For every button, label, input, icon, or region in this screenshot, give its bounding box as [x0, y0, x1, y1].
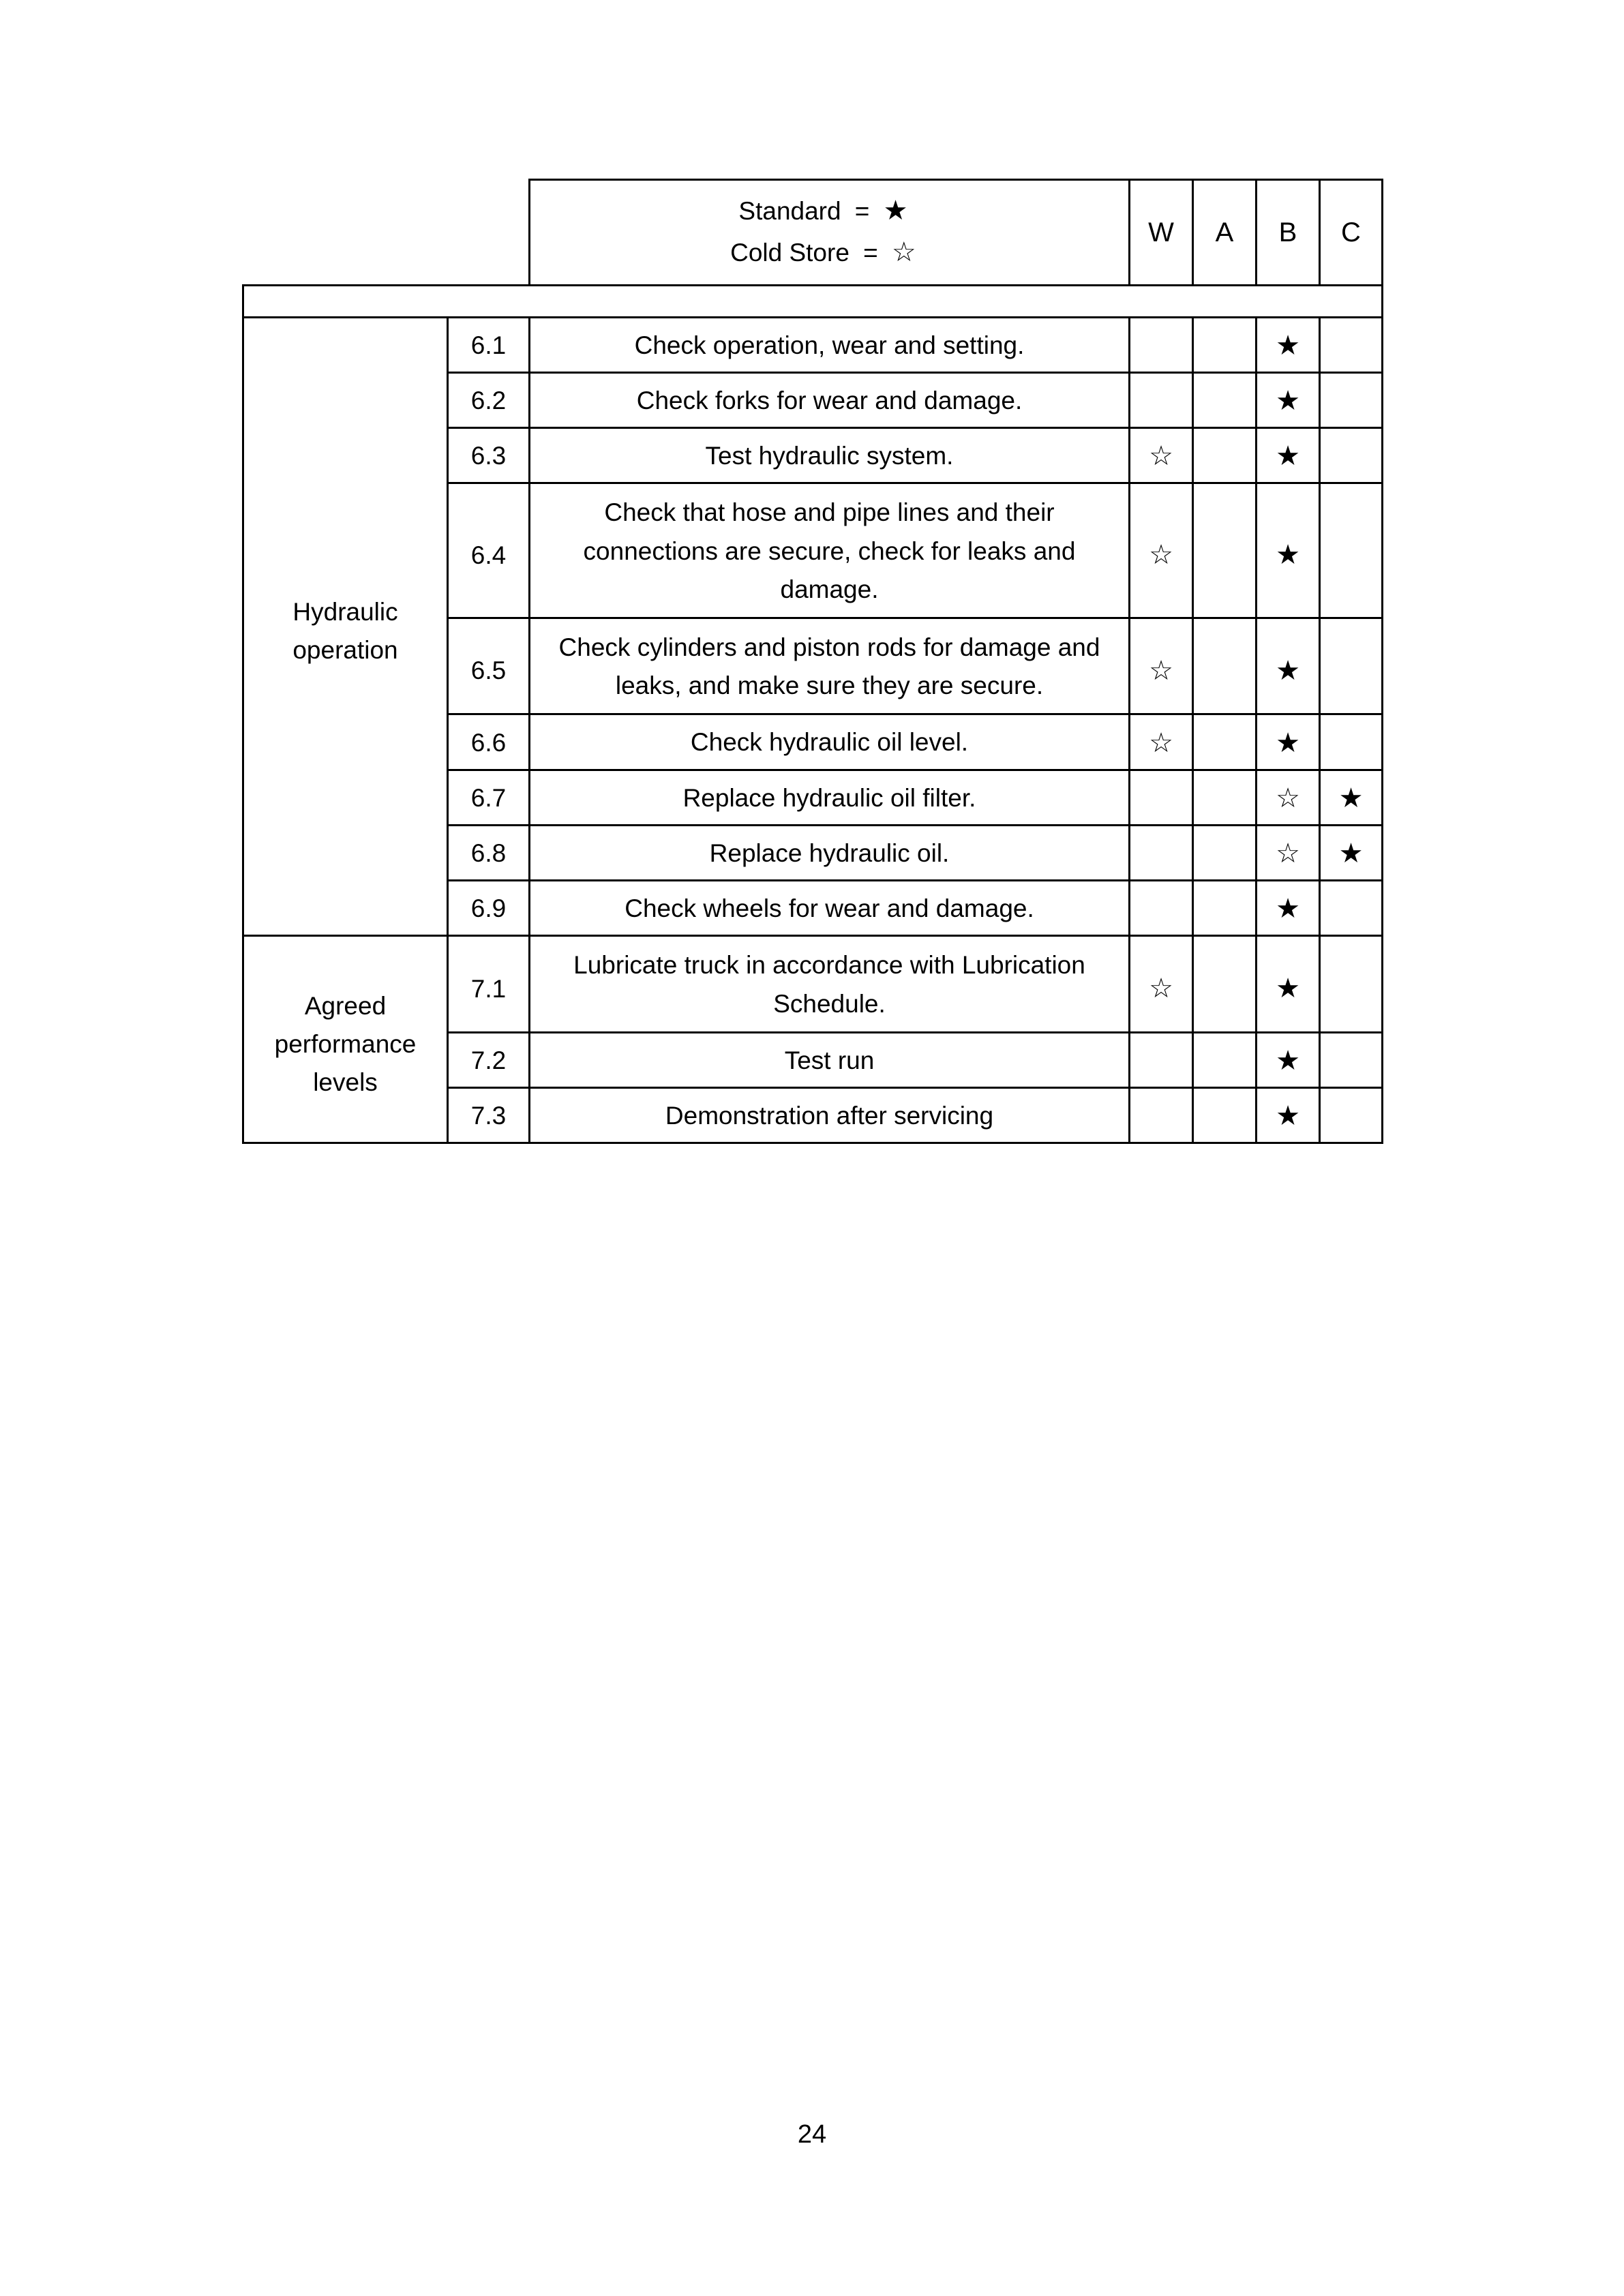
mark-cell-b: ☆ — [1257, 770, 1320, 825]
mark-cell-a — [1193, 770, 1257, 825]
row-number-cell: 6.4 — [448, 483, 530, 618]
row-number-cell: 6.2 — [448, 372, 530, 427]
row-number-cell: 7.2 — [448, 1032, 530, 1087]
mark-cell-w — [1130, 317, 1193, 372]
mark-cell-c — [1320, 428, 1383, 483]
task-cell: Replace hydraulic oil filter. — [530, 770, 1130, 825]
page-number: 24 — [797, 2120, 827, 2149]
mark-cell-a — [1193, 317, 1257, 372]
mark-cell-w — [1130, 881, 1193, 936]
mark-cell-b: ★ — [1257, 1088, 1320, 1143]
mark-cell-c — [1320, 881, 1383, 936]
mark-cell-a — [1193, 1032, 1257, 1087]
spacer-row — [243, 285, 1383, 317]
table-row — [243, 317, 1383, 372]
table-body — [243, 180, 1383, 1143]
filled-star-icon: ★ — [883, 196, 908, 226]
task-cell: Demonstration after servicing — [530, 1088, 1130, 1143]
mark-cell-c — [1320, 372, 1383, 427]
spacer-cell — [243, 285, 1383, 317]
row-number-cell: 6.6 — [448, 714, 530, 770]
mark-cell-b: ★ — [1257, 1032, 1320, 1087]
mark-cell-w — [1130, 1088, 1193, 1143]
mark-cell-a — [1193, 714, 1257, 770]
row-number-cell: 7.1 — [448, 936, 530, 1032]
mark-cell-a — [1193, 372, 1257, 427]
mark-cell-a — [1193, 1088, 1257, 1143]
row-number-cell: 6.8 — [448, 825, 530, 880]
category-cell: Hydraulic operation — [243, 317, 448, 936]
mark-cell-w: ☆ — [1130, 936, 1193, 1032]
mark-cell-c — [1320, 483, 1383, 618]
legend-cell — [530, 180, 1130, 286]
table-header-row — [243, 180, 1383, 286]
mark-cell-b: ★ — [1257, 618, 1320, 714]
mark-cell-w — [1130, 770, 1193, 825]
task-cell: Check hydraulic oil level. — [530, 714, 1130, 770]
mark-cell-a — [1193, 428, 1257, 483]
legend-cold-store-line — [530, 232, 1128, 273]
task-cell: Replace hydraulic oil. — [530, 825, 1130, 880]
table-row — [243, 936, 1383, 1032]
service-schedule-table-wrapper — [242, 179, 1381, 1144]
task-cell: Check that hose and pipe lines and their connections are secure, check for leaks and damage. — [530, 483, 1130, 618]
mark-cell-w: ☆ — [1130, 618, 1193, 714]
mark-cell-w — [1130, 372, 1193, 427]
legend-standard-equals: = — [854, 197, 870, 225]
service-schedule-table — [242, 179, 1383, 1144]
row-number-cell: 6.9 — [448, 881, 530, 936]
mark-cell-c: ★ — [1320, 770, 1383, 825]
mark-cell-w: ☆ — [1130, 428, 1193, 483]
mark-cell-c — [1320, 936, 1383, 1032]
mark-cell-w: ☆ — [1130, 714, 1193, 770]
row-number-cell: 6.1 — [448, 317, 530, 372]
mark-cell-b: ★ — [1257, 714, 1320, 770]
mark-cell-b: ★ — [1257, 936, 1320, 1032]
mark-cell-b: ★ — [1257, 372, 1320, 427]
mark-cell-a — [1193, 825, 1257, 880]
mark-cell-w: ☆ — [1130, 483, 1193, 618]
mark-cell-b: ☆ — [1257, 825, 1320, 880]
column-header-w: W — [1130, 180, 1193, 286]
legend-standard-line — [530, 190, 1128, 232]
mark-cell-c — [1320, 317, 1383, 372]
mark-cell-c — [1320, 1032, 1383, 1087]
task-cell: Test hydraulic system. — [530, 428, 1130, 483]
task-cell: Check cylinders and piston rods for damage and leaks, and make sure they are secure. — [530, 618, 1130, 714]
task-cell: Check operation, wear and setting. — [530, 317, 1130, 372]
row-number-cell: 7.3 — [448, 1088, 530, 1143]
hollow-star-icon: ☆ — [891, 237, 916, 267]
mark-cell-a — [1193, 936, 1257, 1032]
mark-cell-b: ★ — [1257, 881, 1320, 936]
mark-cell-c — [1320, 1088, 1383, 1143]
mark-cell-b: ★ — [1257, 317, 1320, 372]
row-number-cell: 6.3 — [448, 428, 530, 483]
task-cell: Check wheels for wear and damage. — [530, 881, 1130, 936]
row-number-cell: 6.5 — [448, 618, 530, 714]
column-header-a: A — [1193, 180, 1257, 286]
mark-cell-w — [1130, 825, 1193, 880]
legend-standard-label: Standard — [738, 197, 841, 225]
mark-cell-b: ★ — [1257, 428, 1320, 483]
task-cell: Test run — [530, 1032, 1130, 1087]
mark-cell-b: ★ — [1257, 483, 1320, 618]
mark-cell-a — [1193, 618, 1257, 714]
mark-cell-w — [1130, 1032, 1193, 1087]
mark-cell-a — [1193, 881, 1257, 936]
task-cell: Check forks for wear and damage. — [530, 372, 1130, 427]
task-cell: Lubricate truck in accordance with Lubrication Schedule. — [530, 936, 1130, 1032]
mark-cell-c — [1320, 714, 1383, 770]
legend-cold-store-label: Cold Store — [730, 238, 849, 267]
mark-cell-a — [1193, 483, 1257, 618]
mark-cell-c: ★ — [1320, 825, 1383, 880]
category-cell: Agreed performance levels — [243, 936, 448, 1143]
legend-cold-store-equals: = — [863, 238, 878, 267]
header-spacer-cell-2 — [448, 180, 530, 286]
header-spacer-cell — [243, 180, 448, 286]
column-header-c: C — [1320, 180, 1383, 286]
row-number-cell: 6.7 — [448, 770, 530, 825]
mark-cell-c — [1320, 618, 1383, 714]
column-header-b: B — [1257, 180, 1320, 286]
